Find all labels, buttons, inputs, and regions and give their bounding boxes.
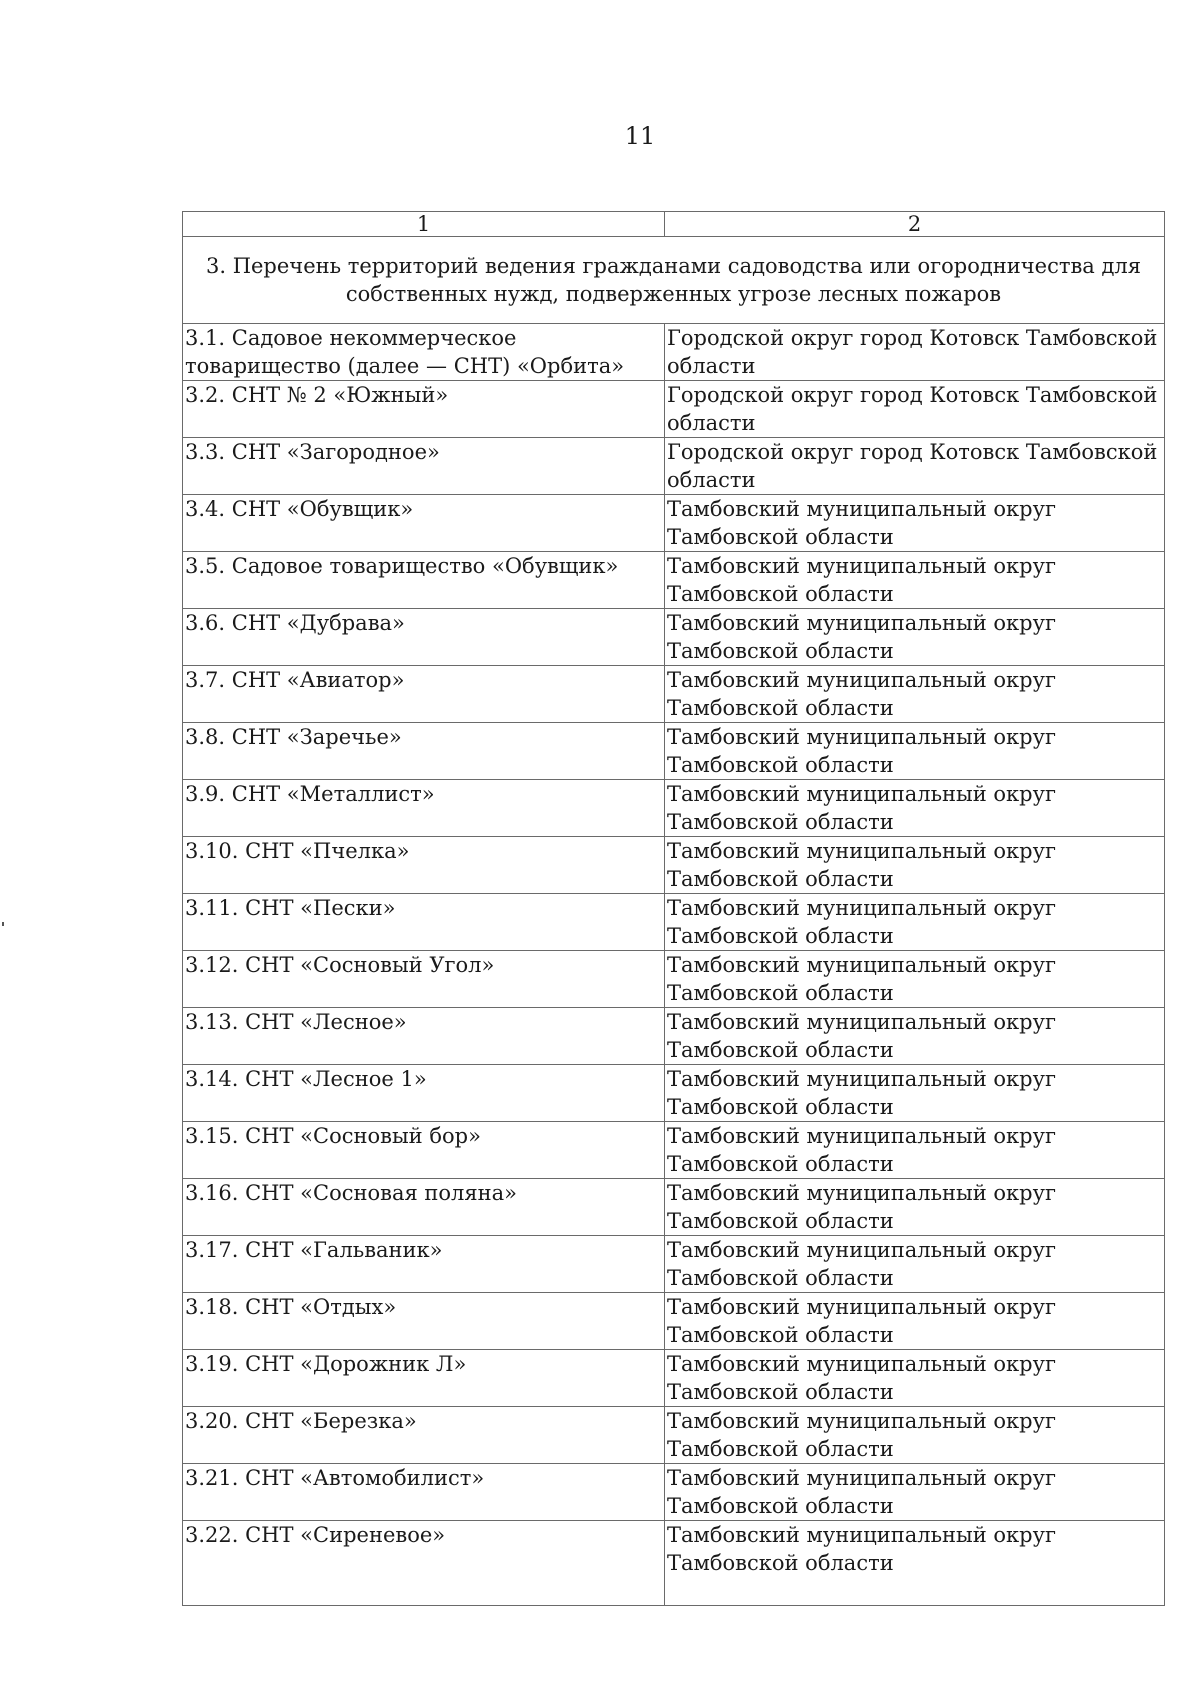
municipality-cell: Тамбовский муниципальный округ Тамбовской области (665, 666, 1165, 723)
column-number-row (183, 212, 1165, 237)
territory-name-cell: 3.8. СНТ «Заречье» (183, 723, 665, 780)
municipality-cell: Тамбовский муниципальный округ Тамбовской области (665, 837, 1165, 894)
territory-name-cell: 3.5. Садовое товарищество «Обувщик» (183, 552, 665, 609)
table-row (183, 1407, 1165, 1464)
margin-mark (2, 922, 4, 926)
municipality-cell: Тамбовский муниципальный округ Тамбовской области (665, 1464, 1165, 1521)
territory-name-cell: 3.17. СНТ «Гальваник» (183, 1236, 665, 1293)
territory-name-cell: 3.12. СНТ «Сосновый Угол» (183, 951, 665, 1008)
territory-name-cell: 3.15. СНТ «Сосновый бор» (183, 1122, 665, 1179)
municipality-cell: Тамбовский муниципальный округ Тамбовской области (665, 552, 1165, 609)
territory-name-cell: 3.9. СНТ «Металлист» (183, 780, 665, 837)
territory-table (182, 211, 1165, 1606)
municipality-cell: Городской округ город Котовск Тамбовской области (665, 438, 1165, 495)
territory-name-cell: 3.19. СНТ «Дорожник Л» (183, 1350, 665, 1407)
table-row (183, 1179, 1165, 1236)
territory-name-cell: 3.3. СНТ «Загородное» (183, 438, 665, 495)
municipality-cell: Тамбовский муниципальный округ Тамбовской области (665, 1065, 1165, 1122)
municipality-cell: Тамбовский муниципальный округ Тамбовской области (665, 1236, 1165, 1293)
municipality-cell: Тамбовский муниципальный округ Тамбовской области (665, 1008, 1165, 1065)
territory-name-cell: 3.10. СНТ «Пчелка» (183, 837, 665, 894)
column-number-2: 2 (665, 212, 1165, 237)
territory-name-cell: 3.11. СНТ «Пески» (183, 894, 665, 951)
municipality-cell: Тамбовский муниципальный округ Тамбовской области (665, 780, 1165, 837)
territory-name-cell: 3.13. СНТ «Лесное» (183, 1008, 665, 1065)
table-row (183, 1293, 1165, 1350)
territory-name-cell: 3.20. СНТ «Березка» (183, 1407, 665, 1464)
municipality-cell: Тамбовский муниципальный округ Тамбовской области (665, 1179, 1165, 1236)
table-row (183, 666, 1165, 723)
municipality-cell: Тамбовский муниципальный округ Тамбовской области (665, 1293, 1165, 1350)
table-row (183, 495, 1165, 552)
territory-name-cell: 3.16. СНТ «Сосновая поляна» (183, 1179, 665, 1236)
section-header-row (183, 237, 1165, 324)
table-body (183, 212, 1165, 1606)
table-row (183, 438, 1165, 495)
municipality-cell: Тамбовский муниципальный округ Тамбовской области (665, 951, 1165, 1008)
table-row (183, 894, 1165, 951)
municipality-cell: Тамбовский муниципальный округ Тамбовской области (665, 609, 1165, 666)
table-row (183, 1008, 1165, 1065)
table-row (183, 723, 1165, 780)
territory-name-cell: 3.14. СНТ «Лесное 1» (183, 1065, 665, 1122)
municipality-cell: Тамбовский муниципальный округ Тамбовской области (665, 495, 1165, 552)
municipality-cell: Тамбовский муниципальный округ Тамбовской области (665, 723, 1165, 780)
territory-name-cell: 3.2. СНТ № 2 «Южный» (183, 381, 665, 438)
territory-name-cell: 3.18. СНТ «Отдых» (183, 1293, 665, 1350)
table-row (183, 1122, 1165, 1179)
table-row (183, 1236, 1165, 1293)
table-row (183, 1464, 1165, 1521)
municipality-cell: Тамбовский муниципальный округ Тамбовской области (665, 1350, 1165, 1407)
table-row (183, 324, 1165, 381)
municipality-cell: Тамбовский муниципальный округ Тамбовской области (665, 1407, 1165, 1464)
table-row (183, 951, 1165, 1008)
table-row (183, 381, 1165, 438)
table-row (183, 837, 1165, 894)
table-row (183, 1521, 1165, 1606)
territory-name-cell: 3.22. СНТ «Сиреневое» (183, 1521, 665, 1606)
table-row (183, 609, 1165, 666)
municipality-cell: Городской округ город Котовск Тамбовской области (665, 381, 1165, 438)
table-row (183, 780, 1165, 837)
territory-name-cell: 3.7. СНТ «Авиатор» (183, 666, 665, 723)
municipality-cell: Тамбовский муниципальный округ Тамбовской области (665, 894, 1165, 951)
municipality-cell: Городской округ город Котовск Тамбовской области (665, 324, 1165, 381)
municipality-cell: Тамбовский муниципальный округ Тамбовской области (665, 1521, 1165, 1606)
table-row (183, 552, 1165, 609)
page-number: 11 (624, 122, 656, 150)
territory-name-cell: 3.6. СНТ «Дубрава» (183, 609, 665, 666)
territory-name-cell: 3.21. СНТ «Автомобилист» (183, 1464, 665, 1521)
section-title: 3. Перечень территорий ведения гражданами садоводства или огородничества для собственных нужд, подверженных угрозе лесных пожаров (183, 237, 1165, 324)
table-row (183, 1350, 1165, 1407)
territory-name-cell: 3.1. Садовое некоммерческое товарищество (далее — СНТ) «Орбита» (183, 324, 665, 381)
municipality-cell: Тамбовский муниципальный округ Тамбовской области (665, 1122, 1165, 1179)
table-row (183, 1065, 1165, 1122)
territory-name-cell: 3.4. СНТ «Обувщик» (183, 495, 665, 552)
column-number-1: 1 (183, 212, 665, 237)
